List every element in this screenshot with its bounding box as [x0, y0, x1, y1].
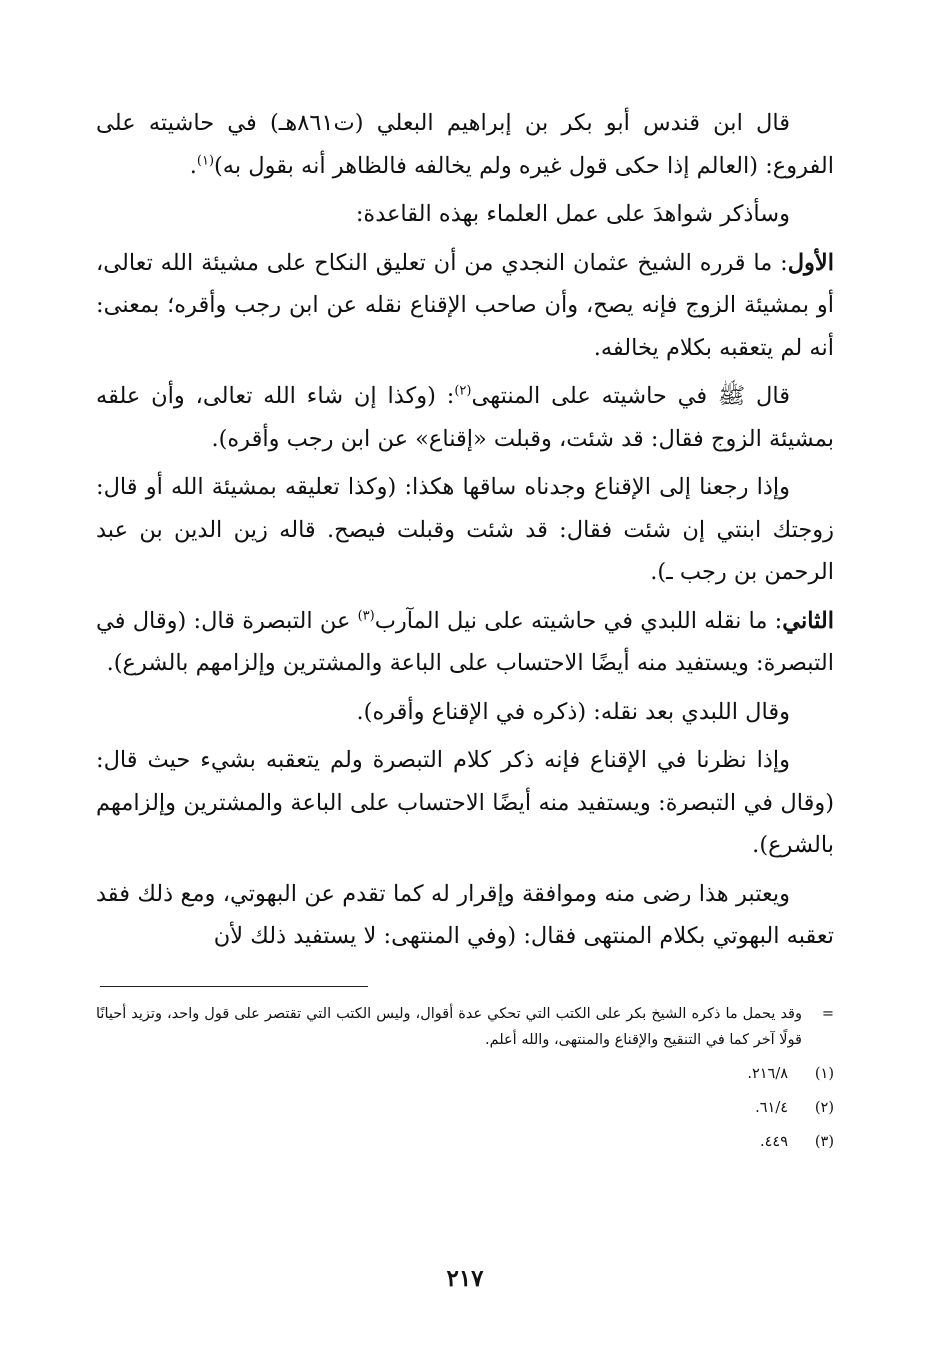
footnote-text: ٤٤٩. [760, 1133, 788, 1150]
page-number: ٢١٧ [446, 1265, 484, 1292]
footnote-3 [96, 1129, 834, 1155]
paragraph-3-text: : ما قرره الشيخ عثمان النجدي من أن تعليق النكاح على مشيئة الله تعالى، أو بمشيئة الزوج فإنه يصح، وأن صاحب الإقناع نقله عن ابن رجب وأقره؛ بمعنى: أنه لم يتعقبه بكلام يخالفه. [96, 249, 834, 361]
paragraph-4 [96, 375, 834, 460]
paragraph-1 [96, 102, 834, 187]
footnote-ref-2[interactable]: (٢) [454, 383, 472, 399]
continuation-text: وقد يحمل ما ذكره الشيخ بكر على الكتب التي تحكي عدة أقوال، وليس الكتب التي تقتصر على قول واحد، وتزيد أحيانًا قولًا آخر كما في التنقيح والإقناع والمنتهى، والله أعلم. [96, 1005, 802, 1048]
paragraph-6-end: عن التبصرة قال: (وقال في التبصرة: ويستفيد منه أيضًا الاحتساب على الباعة والمشترين وإلزامهم بالشرع). [96, 607, 834, 676]
footnote-2 [96, 1095, 834, 1121]
footnote-text: ٢١٦/٨. [747, 1065, 788, 1082]
footnote-1 [96, 1061, 834, 1087]
paragraph-6 [96, 600, 834, 685]
paragraph-9: ويعتبر هذا رضى منه وموافقة وإقرار له كما تقدم عن البهوتي، ومع ذلك فقد تعقبه البهوتي بكلام المنتهى فقال: (وفي المنتهى: لا يستفيد ذلك لأن [96, 880, 834, 949]
paragraph-4-end: : (وكذا إن شاء الله تعالى، وأن علقه بمشيئة الزوج فقال: قد شئت، وقبلت «إقناع» عن ابن رجب وأقره). [96, 383, 834, 452]
first-example-label: الأول [787, 249, 834, 276]
footnote-ref-3[interactable]: (٣) [357, 608, 375, 623]
paragraph-5: وإذا رجعنا إلى الإقناع وجدناه ساقها هكذا: (وكذا تعليقه بمشيئة الله أو قال: زوجتك ابنتي إن شئت فقال: قد شئت وقبلت فيصح. قاله زين الدين بن عبد الرحمن بن رجب ـ). [96, 474, 834, 585]
footnote-continuation [96, 1001, 834, 1053]
footnote-number: (٢) [814, 1099, 834, 1116]
second-example-label: الثاني [782, 607, 834, 634]
footnote-divider [100, 986, 368, 987]
paragraph-1-end: . [189, 152, 197, 179]
paragraph-6-text: : ما نقله اللبدي في حاشيته على نيل المآرب [374, 607, 783, 634]
paragraph-1-text: قال ابن قندس أبو بكر بن إبراهيم البعلي (ت٨٦١هـ) في حاشيته على الفروع: (العالم إذا حكى قول غيره ولم يخالفه فالظاهر أنه بقول به) [96, 110, 834, 179]
footnotes [96, 1001, 834, 1155]
paragraph-8: وإذا نظرنا في الإقناع فإنه ذكر كلام التبصرة ولم يتعقبه بشيء حيث قال: (وقال في التبصرة: ويستفيد منه أيضًا الاحتساب على الباعة والمشترين وإلزامهم بالشرع). [96, 747, 834, 858]
footnote-number: (١) [814, 1065, 834, 1082]
footnote-ref-1[interactable]: (١) [196, 153, 215, 168]
footnote-text: ٦١/٤. [755, 1099, 788, 1116]
paragraph-4-text: قال ﷺ في حاشيته على المنتهى [471, 383, 790, 409]
paragraph-7: وقال اللبدي بعد نقله: (ذكره في الإقناع وأقره). [356, 698, 790, 725]
paragraph-3 [96, 242, 834, 370]
paragraph-2: وسأذكر شواهدَ على عمل العلماء بهذه القاعدة: [355, 201, 790, 227]
footnote-number: (٣) [814, 1133, 834, 1150]
continuation-mark: = [821, 1005, 834, 1022]
main-text [96, 102, 834, 958]
